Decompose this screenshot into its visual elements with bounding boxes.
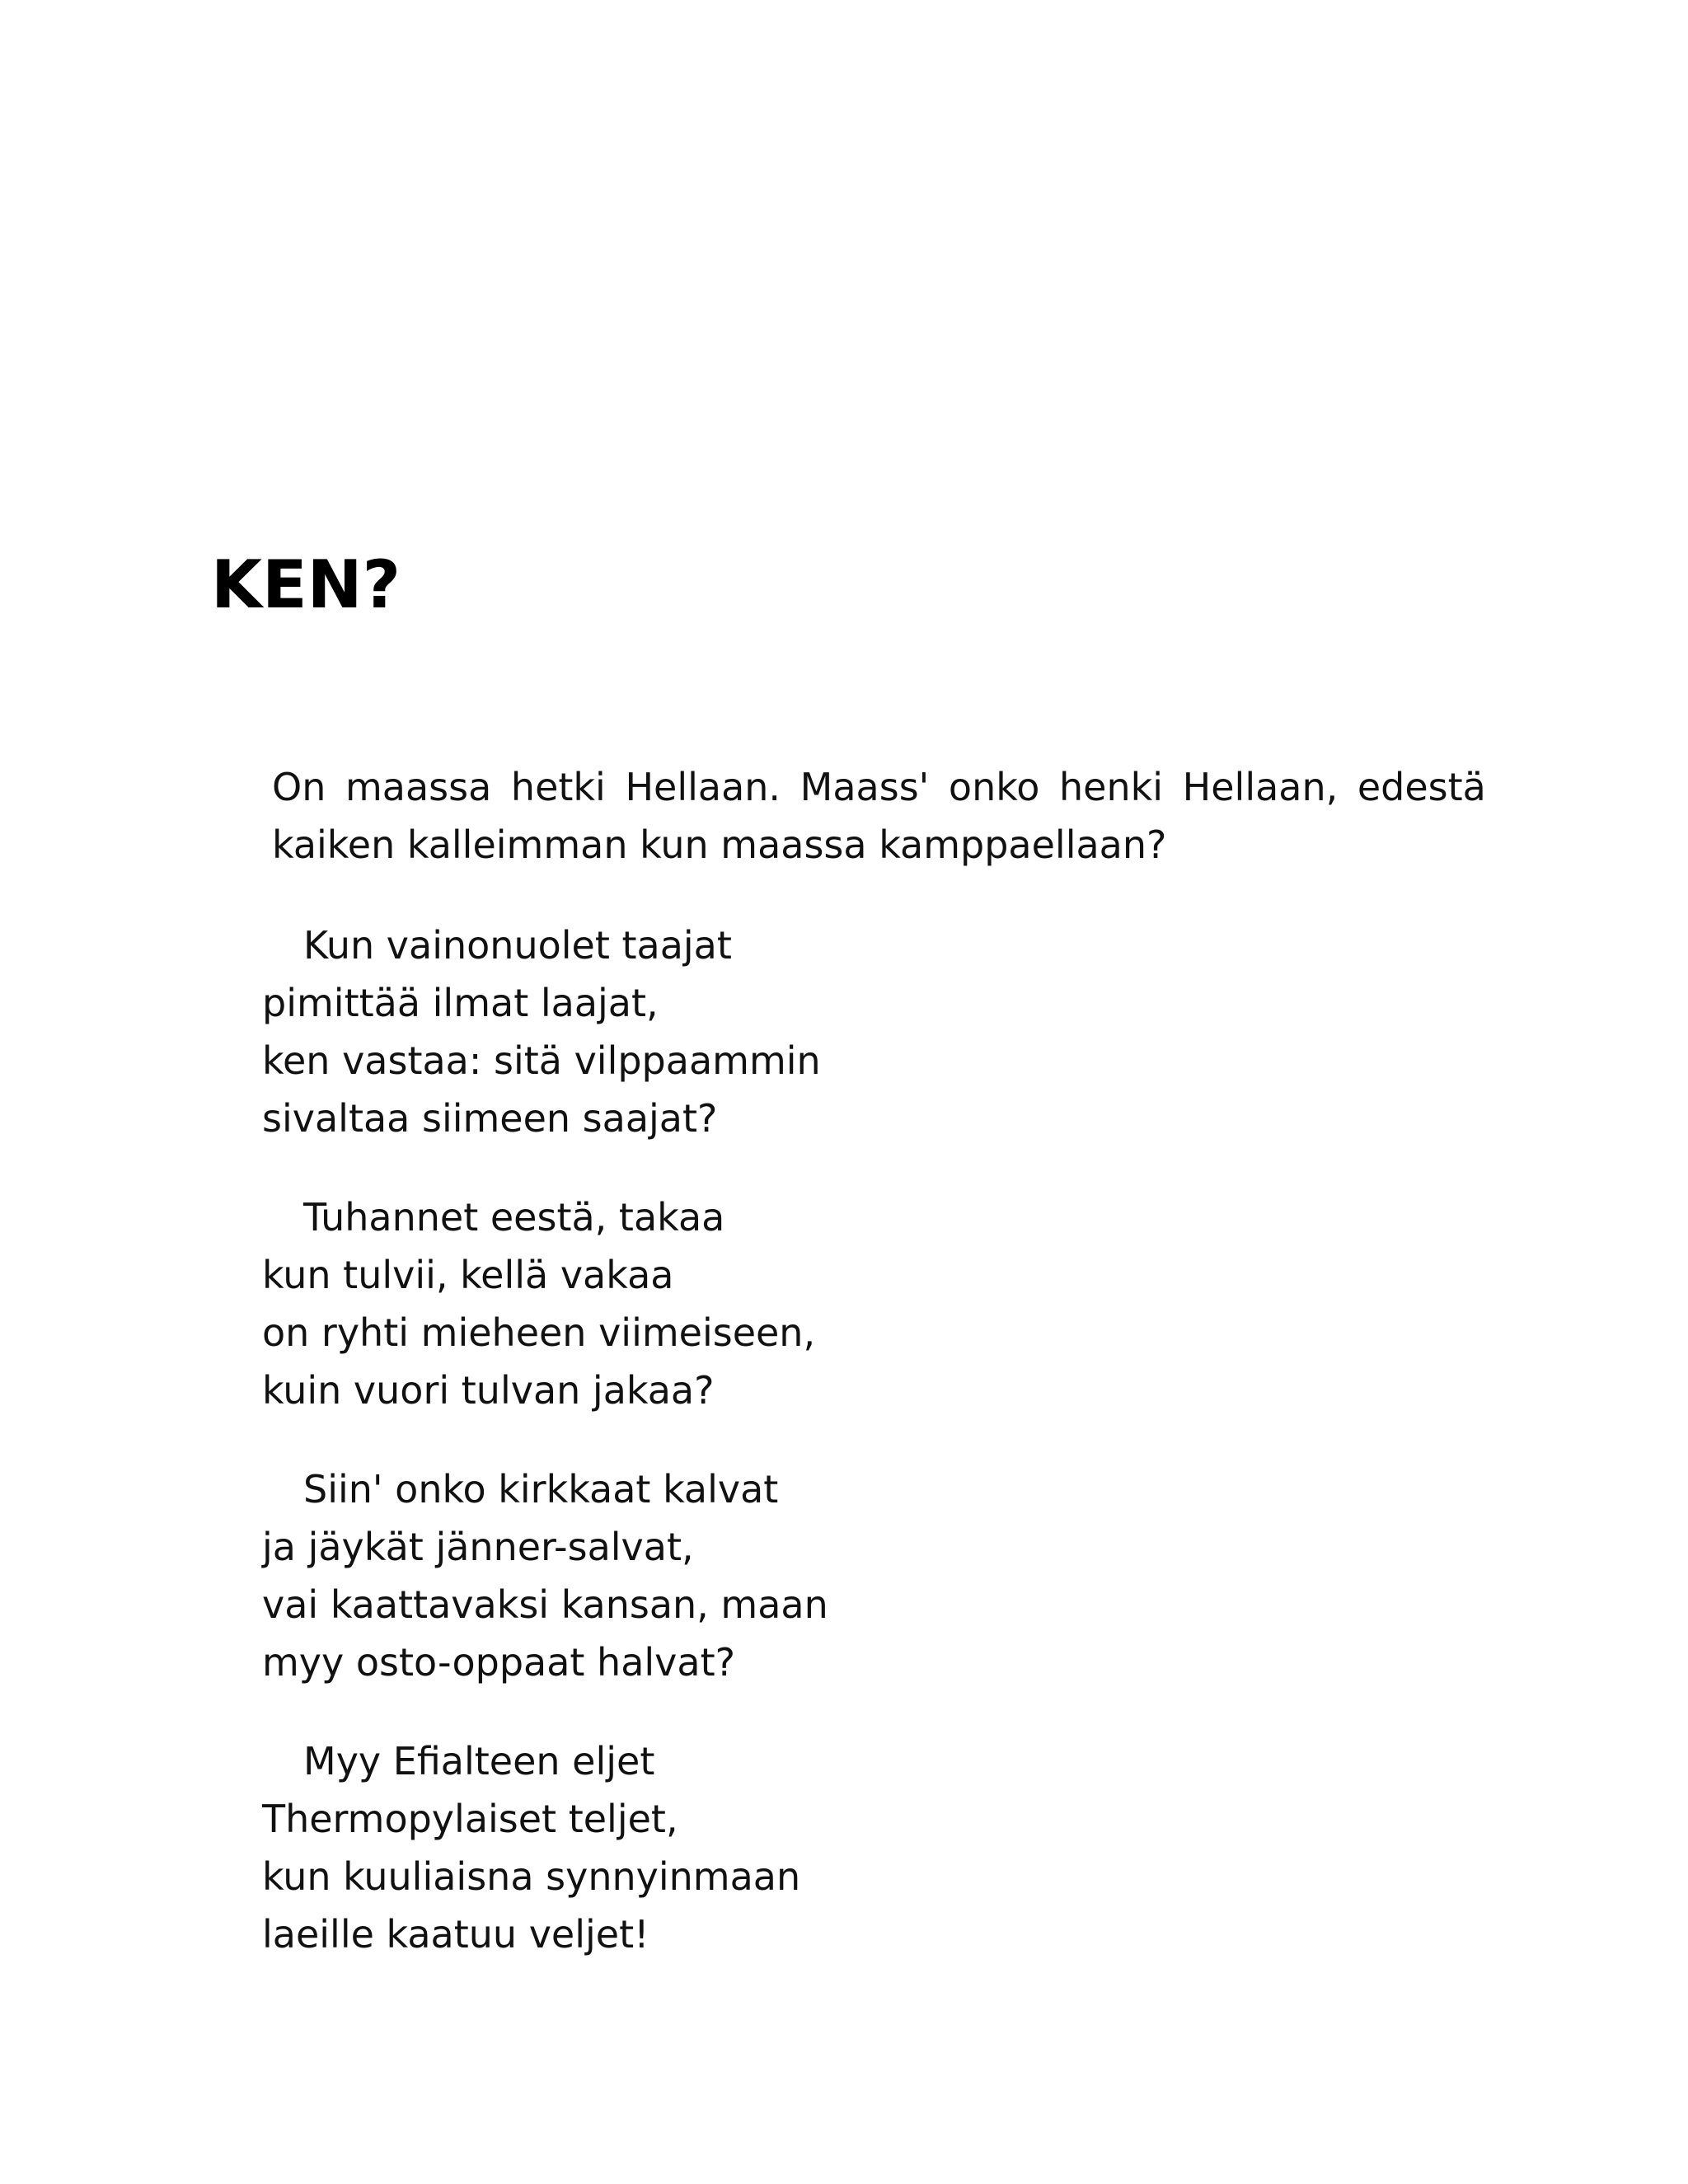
verse-line: kuin vuori tulvan jakaa? <box>262 1368 715 1413</box>
intro-line: On maassa hetki Hellaan. Maass' onko henki Hellaan, edestä <box>272 765 1486 809</box>
verse-line: ja jäykät jänner-salvat, <box>262 1525 694 1569</box>
verse-line: Thermopylaiset teljet, <box>262 1797 678 1841</box>
verse-line: ken vastaa: sitä vilppaammin <box>262 1038 821 1083</box>
verse-line: myy osto-oppaat halvat? <box>262 1640 736 1685</box>
stanza <box>262 916 821 1147</box>
poem-title: KEN? <box>211 546 401 623</box>
verse-line: kun tulvii, kellä vakaa <box>262 1253 674 1297</box>
stanza <box>262 1460 828 1691</box>
verse-line: kun kuuliaisna synnyinmaan <box>262 1854 801 1899</box>
verse-line: Myy Efialteen eljet <box>303 1739 655 1783</box>
intro-paragraph <box>272 758 1486 874</box>
verse-line: Kun vainonuolet taajat <box>303 923 732 968</box>
intro-line: kaiken kalleimman kun maassa kamppaellaan? <box>272 823 1167 867</box>
verse-line: laeille kaatuu veljet! <box>262 1912 649 1957</box>
verse-line: Tuhannet eestä, takaa <box>303 1195 725 1240</box>
verse-line: on ryhti mieheen viimeiseen, <box>262 1310 816 1355</box>
stanza <box>262 1188 815 1419</box>
stanza <box>262 1732 800 1963</box>
verse-line: Siin' onko kirkkaat kalvat <box>303 1467 779 1511</box>
verse-line: sivaltaa siimeen saajat? <box>262 1096 718 1141</box>
verse-line: pimittää ilmat laajat, <box>262 981 659 1025</box>
verse-line: vai kaattavaksi kansan, maan <box>262 1582 828 1627</box>
